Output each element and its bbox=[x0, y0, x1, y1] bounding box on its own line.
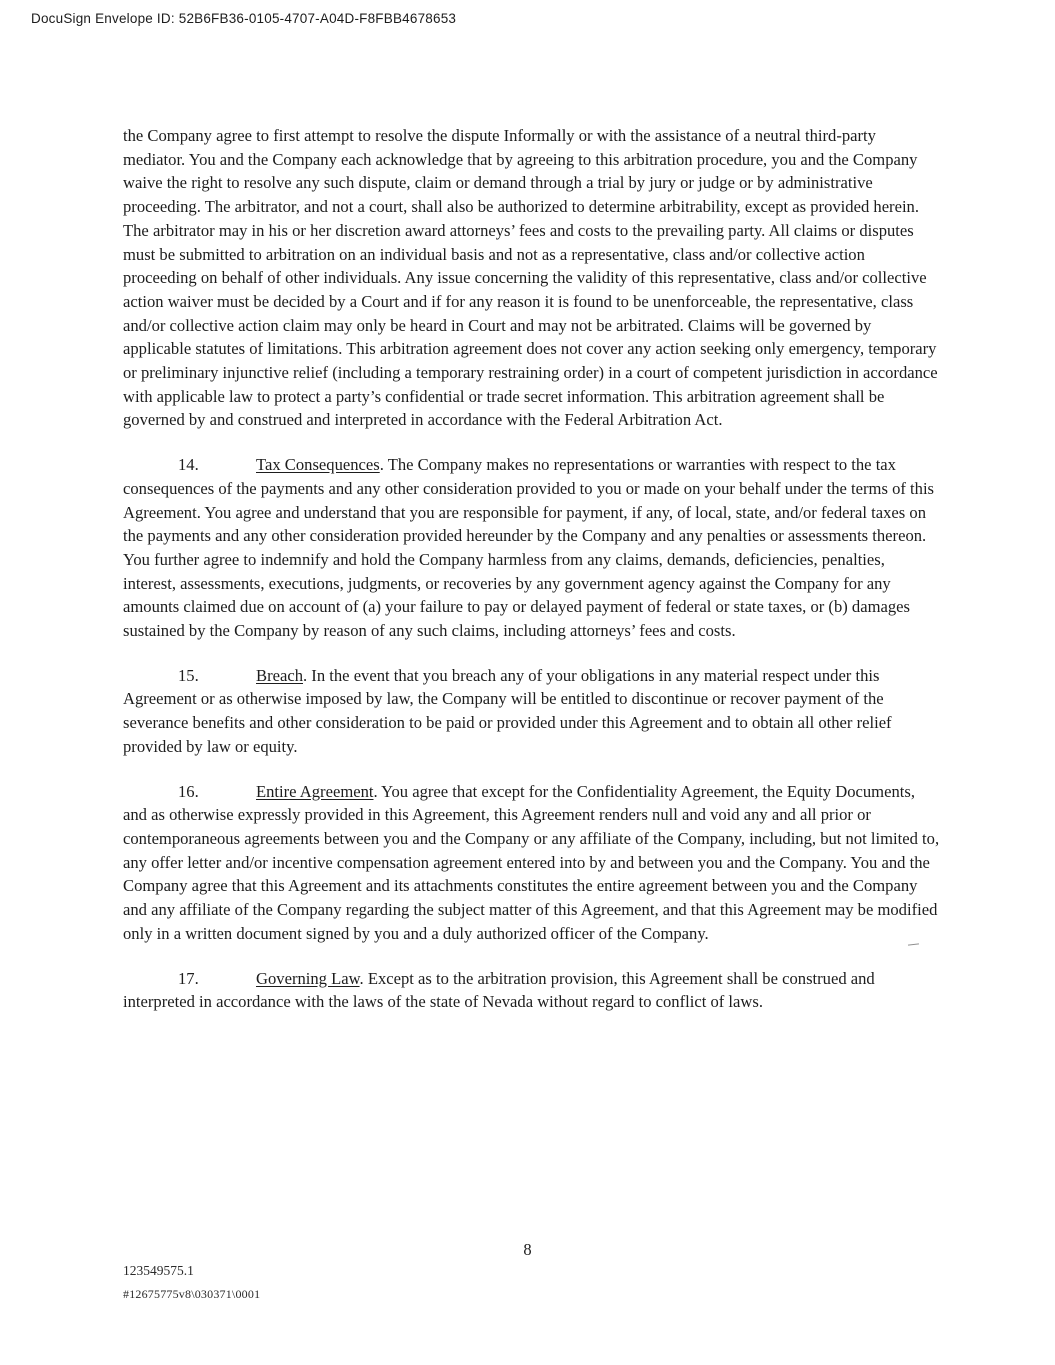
footer-matter-number: #12675775v8\030371\0001 bbox=[123, 1287, 261, 1301]
section-15-body: . In the event that you breach any of your obligations in any material respect under this Agreement or as otherwise imposed by law, the Company will be entitled to discontinue or recover payment of the severance benefits and other consideration to be paid or provided under this Agreement and to obtain all other relief provided by law or equity. bbox=[123, 665, 892, 756]
document-footer bbox=[123, 1263, 260, 1302]
section-17-governing-law bbox=[123, 967, 941, 1014]
section-15-number: 15. bbox=[178, 665, 199, 685]
section-16-body: . You agree that except for the Confidentiality Agreement, the Equity Documents, and as otherwise expressly provided in this Agreement, this Agreement renders null and void any and all prior or contemporaneous agreements between you and the Company or any affiliate of the Company, including, but not limited to, any offer letter and/or incentive compensation agreement entered into by and between you and the Company. You and the Company agree that this Agreement and its attachments constitutes the entire agreement between you and the Company and any affiliate of the Company regarding the subject matter of this Agreement, and that this Agreement may be modified only in a written document signed by you and a duly authorized officer of the Company. bbox=[123, 781, 940, 943]
section-17-body: . Except as to the arbitration provision, this Agreement shall be construed and interpreted in accordance with the laws of the state of Nevada without regard to conflict of laws. bbox=[123, 968, 875, 1012]
section-17-number: 17. bbox=[178, 968, 199, 988]
section-14-tax-consequences bbox=[123, 453, 941, 643]
section-14-number: 14. bbox=[178, 455, 199, 475]
document-body bbox=[123, 124, 941, 1035]
section-15-heading: Breach bbox=[256, 665, 303, 685]
footer-document-id: 123549575.1 bbox=[123, 1263, 194, 1278]
section-15-breach bbox=[123, 664, 941, 759]
section-14-body: . The Company makes no representations or warranties with respect to the tax consequences of the payments and any other consideration provided to you or made on your behalf under the terms of this Agreement. You agree and understand that you are responsible for payment, if any, of local, state, and/or federal taxes on the payments and any other consideration provided hereunder by the Company and any penalties or assessments thereon. You further agree to indemnify and hold the Company harmless from any claims, demands, deficiencies, penalties, interest, assessments, executions, judgments, or recoveries by any government agency against the Company for any amounts claimed due on account of (a) your failure to pay or delayed payment of federal or state taxes, or (b) damages sustained by the Company by reason of any such claims, including attorneys’ fees and costs. bbox=[123, 455, 935, 641]
docusign-envelope-id: DocuSign Envelope ID: 52B6FB36-0105-4707-A04D-F8FBB4678653 bbox=[31, 11, 457, 26]
page-number: 8 bbox=[523, 1240, 532, 1259]
paragraph-arbitration-continuation: the Company agree to first attempt to resolve the dispute Informally or with the assistance of a neutral third-party mediator. You and the Company each acknowledge that by agreeing to this arbitration procedure, you and the Company waive the right to resolve any such dispute, claim or demand through a trial by jury or judge or by administrative proceeding. The arbitrator, and not a court, shall also be authorized to determine arbitrability, except as provided herein. The arbitrator may in his or her discretion award attorneys’ fees and costs to the prevailing party. All claims or disputes must be submitted to arbitration on an individual basis and not as a representative, class and/or collective action proceeding on behalf of other individuals. Any issue concerning the validity of this representative, class and/or collective action waiver must be decided by a Court and if for any reason it is found to be unenforceable, the representative, class and/or collective action claim may only be heard in Court and may not be arbitrated. Claims will be governed by applicable statutes of limitations. This arbitration agreement does not cover any action seeking only emergency, temporary or preliminary injunctive relief (including a temporary restraining order) in a court of competent jurisdiction in accordance with applicable law to protect a party’s confidential or trade secret information. This arbitration agreement shall be governed by and construed and interpreted in accordance with the Federal Arbitration Act. bbox=[123, 126, 938, 430]
section-16-heading: Entire Agreement bbox=[256, 781, 374, 801]
section-16-entire-agreement bbox=[123, 780, 941, 946]
section-17-heading: Governing Law bbox=[256, 968, 360, 988]
section-14-heading: Tax Consequences bbox=[256, 455, 380, 475]
section-16-number: 16. bbox=[178, 781, 199, 801]
